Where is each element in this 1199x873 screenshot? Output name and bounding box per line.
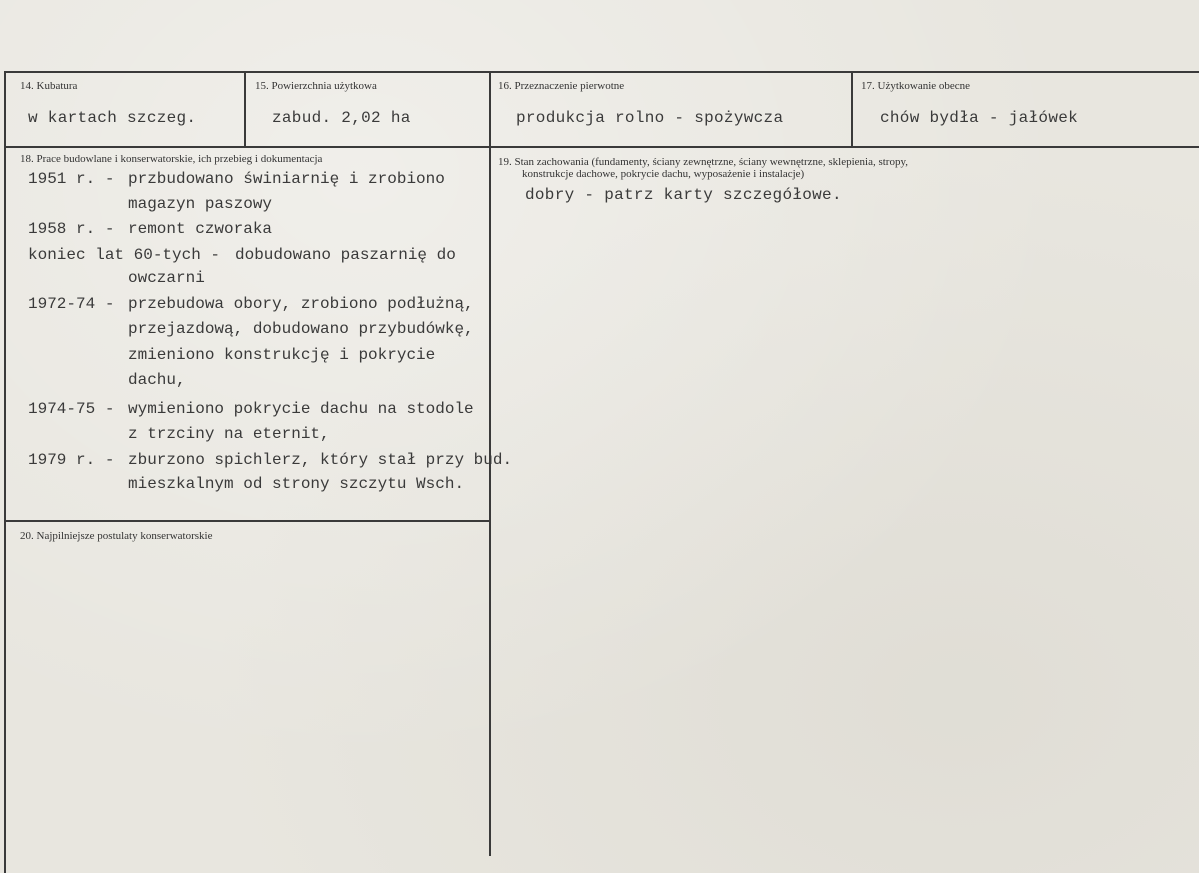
entry-line: zburzono spichlerz, który stał przy bud. — [128, 451, 513, 469]
entry-date: 1972-74 - — [28, 295, 115, 313]
entry-line: dobudowano paszarnię do — [235, 246, 456, 264]
field-15-value: zabud. 2,02 ha — [272, 109, 411, 127]
entry-date: 1979 r. - — [28, 451, 115, 469]
field-16-value: produkcja rolno - spożywcza — [516, 109, 784, 127]
section20-top-rule — [4, 520, 490, 522]
field-14-label: 14. Kubatura — [20, 80, 78, 92]
entry-date: 1958 r. - — [28, 220, 115, 238]
divider-16-17 — [851, 71, 853, 147]
field-14-value: w kartach szczeg. — [28, 109, 197, 127]
field-20-label: 20. Najpilniejsze postulaty konserwatorskie — [20, 530, 213, 542]
entry-line: mieszkalnym od strony szczytu Wsch. — [128, 475, 465, 493]
field-19-label-continued: konstrukcje dachowe, pokrycie dachu, wyposażenie i instalacje) — [522, 168, 805, 180]
entry-line: przebudowa obory, zrobiono podłużną, — [128, 295, 474, 313]
entry-date: koniec lat 60-tych - — [28, 246, 221, 264]
field-17-value: chów bydła - jałówek — [880, 109, 1079, 127]
entry-date: 1951 r. - — [28, 170, 115, 188]
field-18-label: 18. Prace budowlane i konserwatorskie, ich przebieg i dokumentacja — [20, 153, 323, 165]
top-rule — [4, 71, 1199, 73]
field-15-label: 15. Powierzchnia użytkowa — [255, 80, 377, 92]
entry-line: remont czworaka — [128, 220, 273, 238]
field-17-label: 17. Użytkowanie obecne — [861, 80, 971, 92]
entry-line: wymieniono pokrycie dachu na stodole — [128, 400, 474, 418]
entry-line: magazyn paszowy — [128, 195, 273, 213]
field-16-label: 16. Przeznaczenie pierwotne — [498, 80, 625, 92]
entry-line: zmieniono konstrukcję i pokrycie — [128, 346, 436, 364]
entry-line: z trzciny na eternit, — [128, 425, 330, 443]
field-19-label: 19. Stan zachowania (fundamenty, ściany zewnętrzne, ściany wewnętrzne, sklepienia, stropy, — [498, 156, 909, 168]
entry-line: przejazdową, dobudowano przybudówkę, — [128, 320, 474, 338]
divider-14-15 — [244, 71, 246, 147]
entry-line: dachu, — [128, 371, 186, 389]
entry-line: owczarni — [128, 269, 205, 287]
entry-date: 1974-75 - — [28, 400, 115, 418]
row1-bottom-rule — [4, 146, 1199, 148]
field-19-value: dobry - patrz karty szczegółowe. — [525, 186, 842, 204]
entry-line: przbudowano świniarnię i zrobiono — [128, 170, 445, 188]
left-border — [4, 71, 6, 873]
